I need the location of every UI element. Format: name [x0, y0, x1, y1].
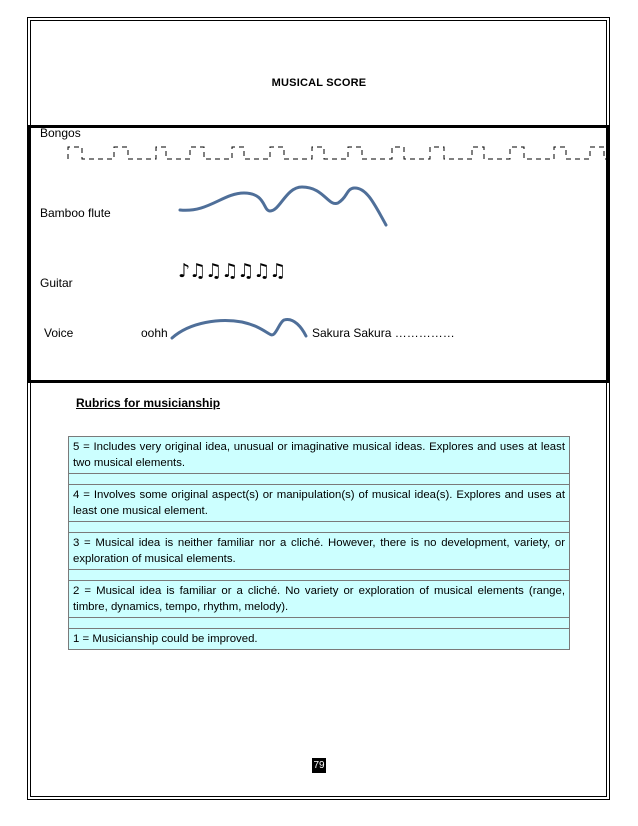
rubric-level-4: 4 = Involves some original aspect(s) or manipulation(s) of musical idea(s). Explores and uses at least one musical element.: [69, 485, 569, 522]
rubrics-heading: Rubrics for musicianship: [76, 396, 221, 410]
rubrics-table: [68, 436, 570, 650]
rubric-level-5: 5 = Includes very original idea, unusual or imaginative musical ideas. Explores and uses at least two musical elements.: [69, 437, 569, 474]
rubric-spacer: [69, 570, 569, 581]
flute-label: Bamboo flute: [40, 206, 111, 220]
voice-label: Voice: [44, 326, 74, 340]
page-number: 79: [313, 760, 325, 771]
rubric-spacer: [69, 474, 569, 485]
score-box: [27, 125, 610, 383]
guitar-notes: ♪♫♫♫♫♫♫: [178, 260, 286, 282]
rubric-level-2: 2 = Musical idea is familiar or a cliché. No variety or exploration of musical elements (range, timbre, dynamics, tempo, rhythm, melody).: [69, 581, 569, 618]
voice-melody-wave: [170, 312, 310, 342]
bongo-rhythm-line: [66, 143, 610, 161]
rubric-level-3: 3 = Musical idea is neither familiar nor a cliché. However, there is no development, variety, or exploration of musical elements.: [69, 533, 569, 570]
guitar-label: Guitar: [40, 276, 73, 290]
page-title: MUSICAL SCORE: [271, 77, 367, 89]
rubric-level-1: 1 = Musicianship could be improved.: [69, 629, 569, 649]
rubric-spacer: [69, 618, 569, 629]
voice-start-syllable: oohh: [141, 326, 168, 340]
rubric-spacer: [69, 522, 569, 533]
bongos-label: Bongos: [40, 126, 81, 140]
voice-lyrics: Sakura Sakura ……………: [312, 326, 455, 340]
flute-melody-wave: [178, 185, 393, 245]
